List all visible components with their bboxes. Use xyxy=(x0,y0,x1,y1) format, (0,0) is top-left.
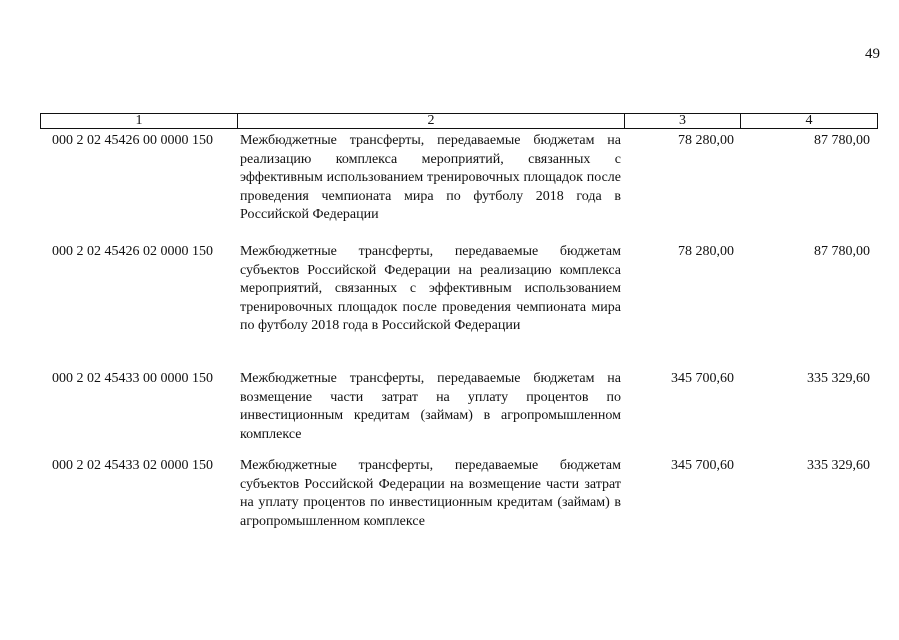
budget-code: 000 2 02 45426 02 0000 150 xyxy=(52,244,213,259)
row-description: Межбюджетные трансферты, передаваемые бюджетам субъектов Российской Федерации на возмещение части затрат на уплату процентов по инвестиционным кредитам (займам) в агропромышленном комплексе xyxy=(240,458,621,529)
header-col-2: 2 xyxy=(238,114,625,128)
header-col-3: 3 xyxy=(625,114,741,128)
header-col-1: 1 xyxy=(41,114,238,128)
row-description: Межбюджетные трансферты, передаваемые бюджетам на реализацию комплекса мероприятий, связанных с эффективным использованием тренировочных площадок после проведения чемпионата мира по футболу 2018 года в Российской Федерации xyxy=(240,133,621,222)
budget-code: 000 2 02 45433 00 0000 150 xyxy=(52,371,213,386)
budget-code: 000 2 02 45426 00 0000 150 xyxy=(52,133,213,148)
table-header-row xyxy=(40,113,878,129)
amount-col-4: 87 780,00 xyxy=(814,133,870,148)
amount-col-3: 78 280,00 xyxy=(678,133,734,148)
amount-col-4: 335 329,60 xyxy=(807,458,870,473)
amount-col-3: 345 700,60 xyxy=(671,458,734,473)
row-description: Межбюджетные трансферты, передаваемые бюджетам субъектов Российской Федерации на реализацию комплекса мероприятий, связанных с эффективным использованием тренировочных площадок после проведения чемпионата мира по футболу 2018 года в Российской Федерации xyxy=(240,244,621,333)
page-number: 49 xyxy=(865,46,880,62)
amount-col-4: 87 780,00 xyxy=(814,244,870,259)
budget-code: 000 2 02 45433 02 0000 150 xyxy=(52,458,213,473)
amount-col-3: 78 280,00 xyxy=(678,244,734,259)
header-col-4: 4 xyxy=(805,113,813,128)
row-description: Межбюджетные трансферты, передаваемые бюджетам на возмещение части затрат на уплату процентов по инвестиционным кредитам (займам) в агропромышленном комплексе xyxy=(240,371,621,442)
amount-col-3: 345 700,60 xyxy=(671,371,734,386)
amount-col-4: 335 329,60 xyxy=(807,371,870,386)
